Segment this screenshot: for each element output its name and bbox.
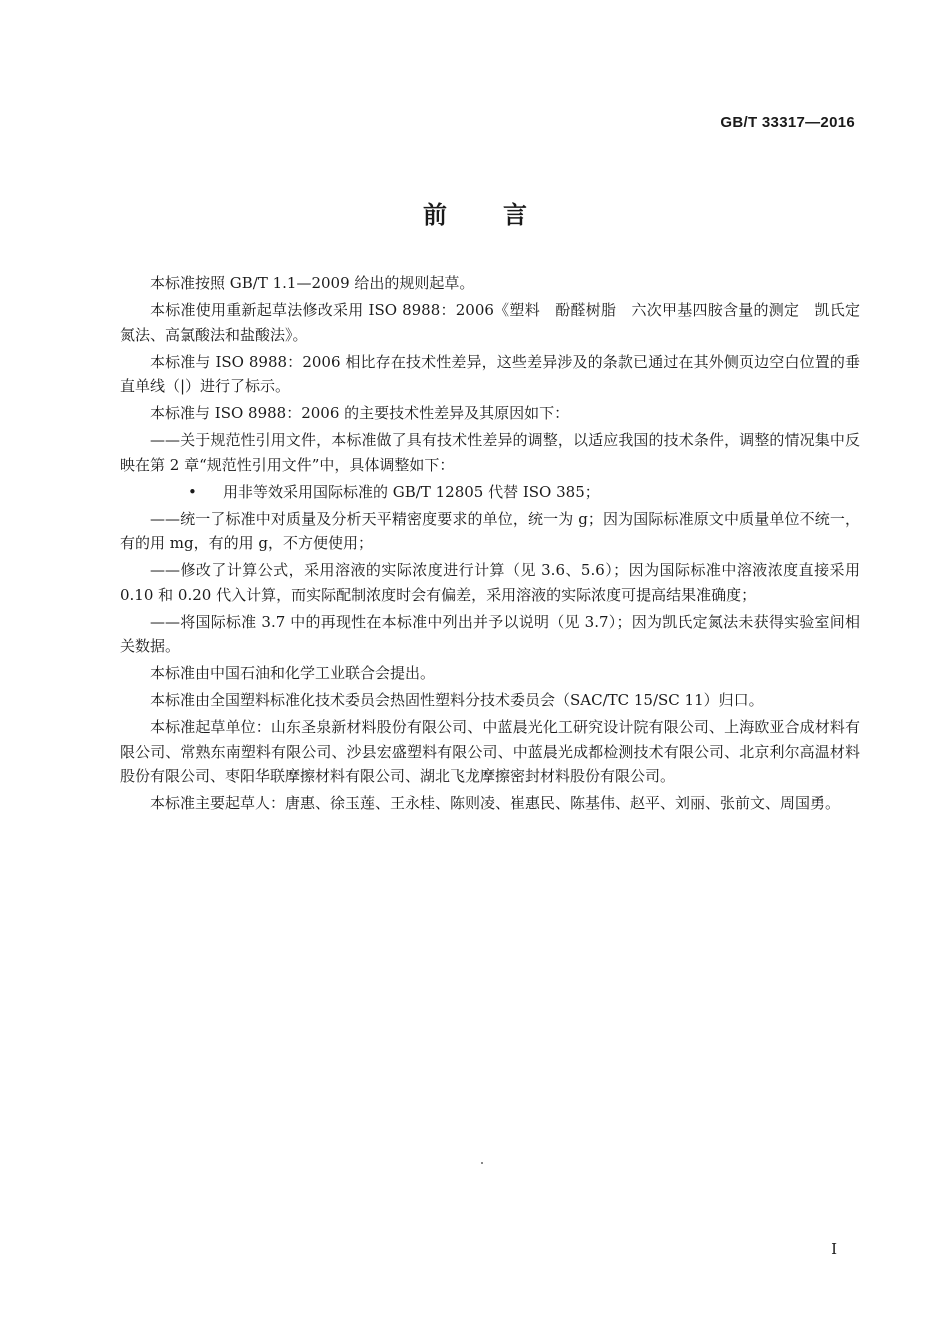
bullet-marker: • bbox=[188, 482, 197, 501]
paragraph-drafting-rules: 本标准按照 GB/T 1.1—2009 给出的规则起草。 bbox=[150, 274, 475, 292]
paragraph-adoption: 本标准使用重新起草法修改采用 ISO 8988：2006《塑料 酚醛树脂 六次甲基四胺含量的测定 凯氏定氮法、高氯酸法和盐酸法》。 bbox=[120, 301, 860, 344]
difference-item-references: ——关于规范性引用文件，本标准做了具有技术性差异的调整，以适应我国的技术条件，调整的情况集中反映在第 2 章“规范性引用文件”中，具体调整如下： bbox=[120, 431, 860, 474]
bullet-text: 用非等效采用国际标准的 GB/T 12805 代替 ISO 385； bbox=[223, 482, 600, 501]
paragraph-differences-marking: 本标准与 ISO 8988：2006 相比存在技术性差异，这些差异涉及的条款已通过在其外侧页边空白位置的垂直单线（|）进行了标示。 bbox=[120, 352, 860, 395]
paragraph-differences-intro: 本标准与 ISO 8988：2006 的主要技术性差异及其原因如下： bbox=[150, 404, 570, 422]
scan-speck bbox=[481, 1162, 483, 1164]
difference-item-units: ——统一了标准中对质量及分析天平精密度要求的单位，统一为 g；因为国际标准原文中质量单位不统一，有的用 mg，有的用 g，不方便使用； bbox=[120, 509, 860, 552]
paragraph-committee: 本标准由全国塑料标准化技术委员会热固性塑料分技术委员会（SAC/TC 15/SC 11）归口。 bbox=[150, 691, 764, 709]
foreword-body bbox=[120, 271, 860, 818]
paragraph-drafting-units: 本标准起草单位：山东圣泉新材料股份有限公司、中蓝晨光化工研究设计院有限公司、上海欧亚合成材料有限公司、常熟东南塑料有限公司、沙县宏盛塑料有限公司、中蓝晨光成都检测技术有限公司、北京利尔高温材料股份有限公司、枣阳华联摩擦材料有限公司、湖北飞龙摩擦密封材料股份有限公司。 bbox=[120, 718, 860, 785]
paragraph-proposer: 本标准由中国石油和化学工业联合会提出。 bbox=[150, 664, 436, 682]
bullet-item bbox=[120, 480, 860, 505]
standard-number: GB/T 33317—2016 bbox=[720, 114, 855, 131]
page-title: 前言 bbox=[423, 201, 583, 229]
difference-item-reproducibility: ——将国际标准 3.7 中的再现性在本标准中列出并予以说明（见 3.7）；因为凯氏定氮法未获得实验室间相关数据。 bbox=[120, 612, 860, 655]
paragraph-drafters: 本标准主要起草人：唐惠、徐玉莲、王永桂、陈则凌、崔惠民、陈基伟、赵平、刘丽、张前文、周国勇。 bbox=[150, 794, 841, 812]
difference-item-formula: ——修改了计算公式，采用溶液的实际浓度进行计算（见 3.6、5.6）；因为国际标准中溶液浓度直接采用 0.10 和 0.20 代入计算，而实际配制浓度时会有偏差，采用溶液的实际浓度可提高结果准确度； bbox=[120, 561, 860, 604]
page-number: I bbox=[831, 1240, 837, 1258]
